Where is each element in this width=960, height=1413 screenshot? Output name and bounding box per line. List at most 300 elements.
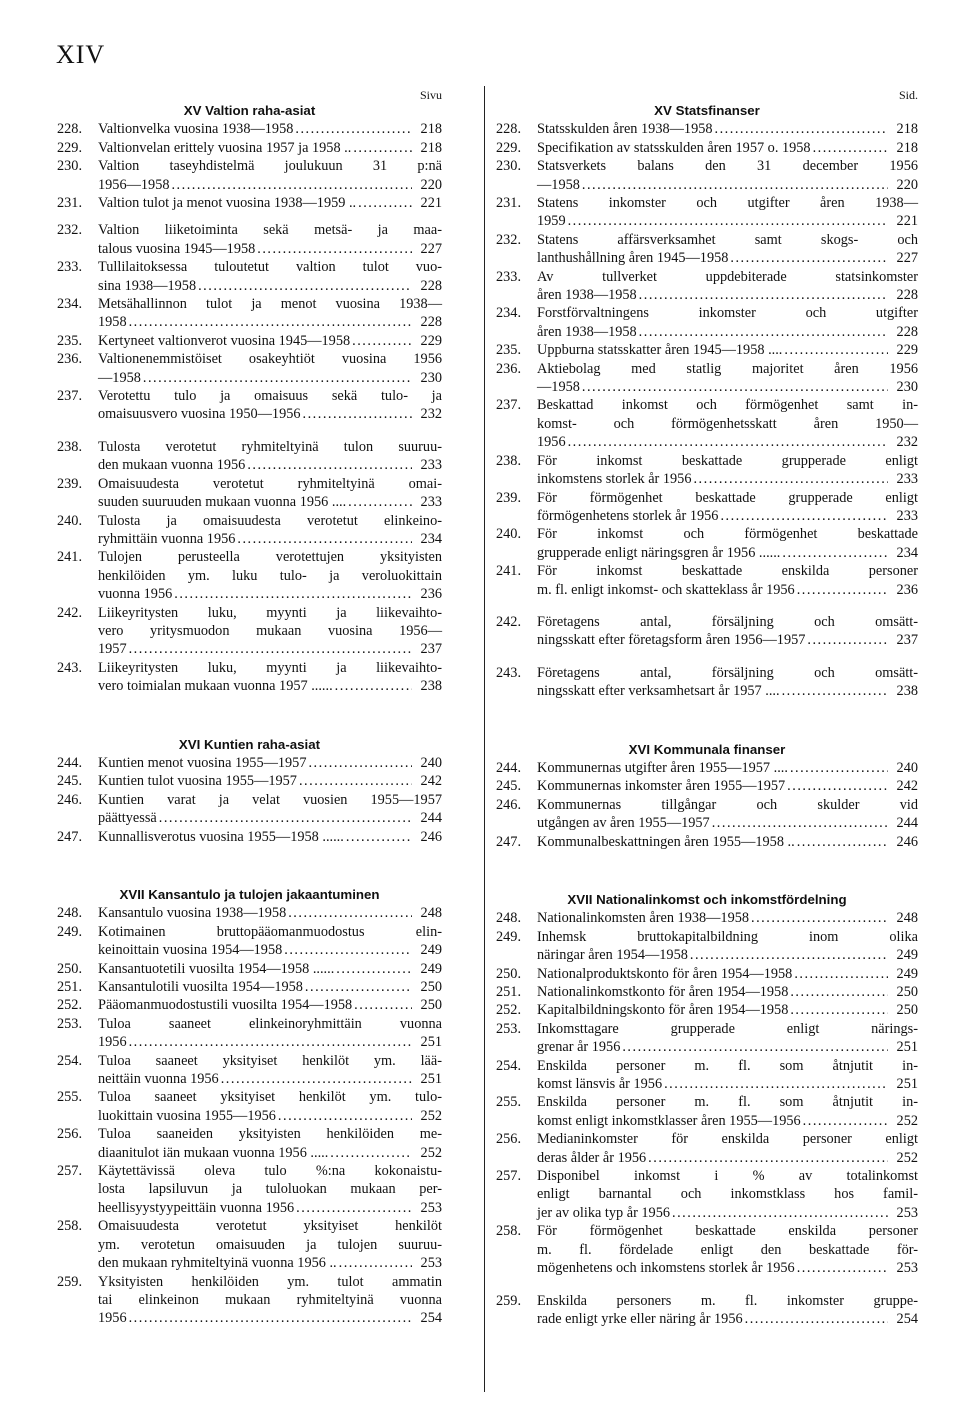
entry-number: 232. bbox=[57, 222, 83, 239]
entry-number: 247. bbox=[496, 833, 522, 850]
toc-entry bbox=[496, 1001, 918, 1019]
dot-leader bbox=[172, 585, 412, 603]
entry-page-number: 242 bbox=[420, 773, 442, 790]
toc-entry bbox=[57, 828, 442, 846]
entry-page-number: 233 bbox=[896, 507, 918, 524]
entry-text: den mukaan vuonna 1956 bbox=[98, 457, 246, 474]
entry-page-number: 234 bbox=[896, 544, 918, 561]
entry-line bbox=[537, 814, 918, 832]
entry-text: päättyessä bbox=[98, 810, 157, 827]
entry-line bbox=[537, 1185, 918, 1203]
entry-text: —1958 bbox=[98, 369, 141, 386]
entry-line bbox=[98, 1273, 442, 1291]
entry-text: heellisyystyypeittäin vuonna 1956 bbox=[98, 1199, 295, 1216]
entry-line bbox=[537, 525, 918, 543]
toc-section bbox=[496, 741, 918, 851]
dot-leader bbox=[350, 332, 412, 350]
entry-page-number: 244 bbox=[420, 810, 442, 827]
dot-leader bbox=[580, 176, 888, 194]
entry-line bbox=[537, 631, 918, 649]
toc-entry bbox=[57, 120, 442, 138]
toc-entry bbox=[57, 772, 442, 790]
entry-text: Omaisuudesta verotetut ryhmiteltyinä omai- bbox=[98, 475, 442, 492]
entry-line bbox=[537, 759, 918, 777]
entry-number: 252. bbox=[57, 997, 83, 1014]
entry-line bbox=[98, 1125, 442, 1143]
entry-page-number: 228 bbox=[420, 277, 442, 294]
entry-number: 251. bbox=[496, 984, 522, 1001]
entry-line bbox=[537, 1130, 918, 1148]
entry-page-number: 248 bbox=[420, 905, 442, 922]
entry-line bbox=[537, 1001, 918, 1019]
entry-number: 231. bbox=[496, 195, 522, 212]
entry-text: Metsähallinnon tulot ja menot vuosina 1938— bbox=[98, 296, 442, 313]
toc-entry bbox=[496, 452, 918, 489]
entry-number: 232. bbox=[496, 231, 522, 248]
entry-line bbox=[98, 941, 442, 959]
entry-text: Kotimainen bruttopääomanmuodostus elin- bbox=[98, 923, 442, 940]
entry-line bbox=[98, 791, 442, 809]
entry-text: mögenhetens och inkomstens storlek år 1956 bbox=[537, 1260, 795, 1277]
toc-entry bbox=[57, 996, 442, 1014]
entry-text: För inkomst beskattade grupperade enligt bbox=[537, 452, 918, 469]
entry-number: 240. bbox=[57, 512, 83, 529]
entry-text: Verotettu tulo ja omaisuus sekä tulo- ja bbox=[98, 388, 442, 405]
entry-line bbox=[98, 567, 442, 585]
entry-text: lanthushållning åren 1945—1958 bbox=[537, 250, 729, 267]
entry-text: suuden suuruuden mukaan vuonna 1956 .... bbox=[98, 494, 347, 511]
entry-text: Liikeyritysten luku, myynti ja liikevaihto- bbox=[98, 659, 442, 676]
entry-line bbox=[537, 833, 918, 851]
entry-number: 236. bbox=[496, 360, 522, 377]
entry-text: Kansantulo vuosina 1938—1958 bbox=[98, 905, 287, 922]
dot-leader bbox=[219, 1070, 412, 1088]
entry-page-number: 233 bbox=[896, 471, 918, 488]
entry-text: Omaisuudesta verotetut yksityiset henkilöt bbox=[98, 1218, 442, 1235]
entry-text: Inkomsttagare grupperade enligt närings- bbox=[537, 1020, 918, 1037]
entry-line bbox=[98, 904, 442, 922]
toc-entry bbox=[496, 1167, 918, 1222]
toc-entry bbox=[57, 332, 442, 350]
entry-page-number: 221 bbox=[420, 195, 442, 212]
entry-number: 231. bbox=[57, 195, 83, 212]
toc-entry bbox=[496, 759, 918, 777]
entry-page-number: 227 bbox=[896, 250, 918, 267]
entry-text: den mukaan ryhmiteltyinä vuonna 1956 .. bbox=[98, 1255, 337, 1272]
page-column-label: Sivu bbox=[419, 88, 442, 102]
entry-page-number: 246 bbox=[420, 828, 442, 845]
entry-page-number: 218 bbox=[420, 139, 442, 156]
toc-entry bbox=[496, 1057, 918, 1094]
dot-leader bbox=[127, 640, 412, 658]
entry-number: 258. bbox=[496, 1223, 522, 1240]
entry-text: Kapitalbildningskonto för åren 1954—1958 bbox=[537, 1002, 789, 1019]
entry-page-number: 250 bbox=[420, 979, 442, 996]
dot-leader bbox=[293, 120, 412, 138]
toc-entry bbox=[496, 777, 918, 795]
entry-text: Valtion taseyhdistelmä joulukuun 31 p:nä bbox=[98, 158, 442, 175]
entry-line bbox=[98, 1291, 442, 1309]
entry-line bbox=[98, 176, 442, 194]
entry-text: Pääomanmuodostustili vuosilta 1954—1958 bbox=[98, 997, 353, 1014]
entry-page-number: 228 bbox=[420, 314, 442, 331]
entry-line bbox=[537, 581, 918, 599]
toc-section bbox=[57, 886, 442, 1328]
toc-entry bbox=[496, 562, 918, 599]
dot-leader bbox=[235, 530, 412, 548]
entry-text: Enskilda personers m. fl. inkomster gruppe- bbox=[537, 1292, 918, 1309]
entry-line bbox=[98, 277, 442, 295]
entry-text: Företagens antal, försäljning och omsätt- bbox=[537, 613, 918, 630]
entry-page-number: 230 bbox=[420, 369, 442, 386]
entry-line bbox=[98, 1236, 442, 1254]
entry-text: vero toimialan mukaan vuonna 1957 ...... bbox=[98, 678, 333, 695]
entry-line bbox=[537, 1310, 918, 1328]
entry-line bbox=[537, 249, 918, 267]
toc-section bbox=[57, 736, 442, 846]
entry-line bbox=[537, 120, 918, 138]
entry-text: Tuloa saaneet yksityiset henkilöt ym. lää- bbox=[98, 1052, 442, 1069]
entry-text: Medianinkomster för enskilda personer enligt bbox=[537, 1131, 918, 1148]
toc-entry bbox=[57, 1052, 442, 1089]
entry-text: Kommunalbeskattningen åren 1955—1958 .. bbox=[537, 833, 795, 850]
entry-number: 243. bbox=[57, 659, 83, 676]
entry-text: grupperade enligt näringsgren år 1956 ...... bbox=[537, 544, 781, 561]
toc-entry bbox=[57, 475, 442, 512]
entry-page-number: 221 bbox=[896, 213, 918, 230]
dot-leader bbox=[352, 996, 412, 1014]
dot-leader bbox=[344, 828, 412, 846]
entry-page-number: 252 bbox=[420, 1144, 442, 1161]
entry-page-number: 218 bbox=[896, 121, 918, 138]
entry-page-number: 254 bbox=[420, 1310, 442, 1327]
entry-line bbox=[537, 965, 918, 983]
entry-page-number: 228 bbox=[896, 323, 918, 340]
dot-leader bbox=[795, 1259, 888, 1277]
entry-number: 250. bbox=[57, 960, 83, 977]
entry-text: Valtionvelan erittely vuosina 1957 ja 1958 .. bbox=[98, 139, 352, 156]
dot-leader bbox=[303, 978, 412, 996]
toc-entry bbox=[57, 904, 442, 922]
entry-text: förmögenhetens storlek år 1956 bbox=[537, 507, 719, 524]
entry-text: Enskilda personer m. fl. som åtnjutit in- bbox=[537, 1057, 918, 1074]
entry-text: losta lapsiluvun ja tuloluokan mukaan per- bbox=[98, 1181, 442, 1198]
entry-text: Kuntien tulot vuosina 1955—1957 bbox=[98, 773, 297, 790]
section-title: XVI Kuntien raha-asiat bbox=[178, 736, 321, 752]
entry-number: 259. bbox=[496, 1292, 522, 1309]
page-number: XIV bbox=[56, 40, 106, 69]
entry-text: komst länsvis år 1956 bbox=[537, 1076, 663, 1093]
entry-page-number: 244 bbox=[896, 815, 918, 832]
entry-page-number: 232 bbox=[896, 434, 918, 451]
toc-section bbox=[57, 102, 442, 696]
entry-page-number: 238 bbox=[896, 683, 918, 700]
entry-page-number: 236 bbox=[896, 581, 918, 598]
entry-line bbox=[98, 677, 442, 695]
entry-text: Statens inkomster och utgifter åren 1938— bbox=[537, 195, 918, 212]
toc-entry bbox=[57, 387, 442, 424]
dot-leader bbox=[637, 286, 888, 304]
entry-line bbox=[537, 323, 918, 341]
dot-leader bbox=[782, 341, 888, 359]
entry-text: Kommunernas utgifter åren 1955—1957 .... bbox=[537, 759, 788, 776]
toc-entry bbox=[57, 659, 442, 696]
entry-page-number: 249 bbox=[896, 965, 918, 982]
toc-entry bbox=[496, 928, 918, 965]
toc-entry bbox=[57, 1273, 442, 1328]
entry-text: diaanitulot iän mukaan vuonna 1956 ..... bbox=[98, 1144, 329, 1161]
dot-leader bbox=[356, 194, 412, 212]
entry-text: vuonna 1956 bbox=[98, 586, 173, 603]
entry-line bbox=[537, 909, 918, 927]
entry-line bbox=[98, 1033, 442, 1051]
entry-page-number: 229 bbox=[896, 342, 918, 359]
dot-leader bbox=[795, 833, 888, 851]
toc-entry bbox=[57, 923, 442, 960]
entry-text: För inkomst och förmögenhet beskattade bbox=[537, 526, 918, 543]
entry-number: 248. bbox=[57, 905, 83, 922]
entry-line bbox=[98, 772, 442, 790]
entry-text: åren 1938—1958 bbox=[537, 287, 637, 304]
entry-line bbox=[537, 268, 918, 286]
entry-number: 241. bbox=[57, 549, 83, 566]
dot-leader bbox=[788, 759, 888, 777]
entry-number: 253. bbox=[57, 1015, 83, 1032]
entry-line bbox=[98, 754, 442, 772]
entry-text: Kansantuotetili vuosilta 1954—1958 ...... bbox=[98, 960, 335, 977]
page-column-header bbox=[496, 86, 918, 102]
dot-leader bbox=[297, 772, 412, 790]
entry-page-number: 250 bbox=[896, 1002, 918, 1019]
entry-number: 245. bbox=[496, 778, 522, 795]
entry-line bbox=[98, 1162, 442, 1180]
toc-entry bbox=[57, 754, 442, 772]
entry-text: tai elinkeinon mukaan ryhmiteltyinä vuonna bbox=[98, 1291, 442, 1308]
entry-line bbox=[98, 456, 442, 474]
entry-line bbox=[537, 157, 918, 175]
dot-leader bbox=[795, 581, 888, 599]
entry-page-number: 220 bbox=[896, 176, 918, 193]
entry-line bbox=[98, 221, 442, 239]
entry-text: —1958 bbox=[537, 176, 580, 193]
entry-text: åren 1938—1958 bbox=[537, 323, 637, 340]
entry-line bbox=[98, 530, 442, 548]
entry-number: 230. bbox=[496, 158, 522, 175]
entry-number: 234. bbox=[57, 296, 83, 313]
entry-line bbox=[98, 438, 442, 456]
entry-line bbox=[537, 983, 918, 1001]
entry-text: Kansantulotili vuosilta 1954—1958 bbox=[98, 979, 303, 996]
entry-line bbox=[98, 978, 442, 996]
dot-leader bbox=[127, 1033, 412, 1051]
entry-line bbox=[98, 659, 442, 677]
entry-number: 242. bbox=[57, 604, 83, 621]
entry-page-number: 240 bbox=[896, 759, 918, 776]
entry-text: jer av olika typ år 1956 bbox=[537, 1204, 671, 1221]
entry-text: Tulojen perusteella verotettujen yksityisten bbox=[98, 549, 442, 566]
dot-leader bbox=[713, 120, 888, 138]
entry-text: Valtionenemmistöiset osakeyhtiöt vuosina 1956 bbox=[98, 351, 442, 368]
entry-number: 241. bbox=[496, 563, 522, 580]
entry-number: 254. bbox=[57, 1052, 83, 1069]
dot-leader bbox=[749, 909, 888, 927]
entry-number: 233. bbox=[496, 268, 522, 285]
entry-line bbox=[537, 1167, 918, 1185]
dot-leader bbox=[670, 1204, 888, 1222]
entry-page-number: 229 bbox=[420, 332, 442, 349]
toc-entry bbox=[57, 791, 442, 828]
entry-number: 237. bbox=[496, 397, 522, 414]
entry-text: Tulosta ja omaisuudesta verotetut elinkeino- bbox=[98, 512, 442, 529]
entry-line bbox=[98, 548, 442, 566]
entry-line bbox=[537, 304, 918, 322]
entry-line bbox=[98, 1107, 442, 1125]
entry-line bbox=[537, 562, 918, 580]
entry-text: Uppburna statsskatter åren 1945—1958 .... bbox=[537, 342, 783, 359]
toc-entry bbox=[496, 965, 918, 983]
entry-line bbox=[537, 1075, 918, 1093]
entry-number: 235. bbox=[57, 332, 83, 349]
toc-column-finnish bbox=[57, 86, 442, 1328]
entry-number: 255. bbox=[496, 1094, 522, 1111]
entry-number: 239. bbox=[57, 475, 83, 492]
entry-line bbox=[537, 1093, 918, 1111]
entry-page-number: 251 bbox=[420, 1071, 442, 1088]
dot-leader bbox=[157, 809, 412, 827]
entry-line bbox=[537, 544, 918, 562]
entry-text: Kunnallisverotus vuosina 1955—1958 ...... bbox=[98, 828, 344, 845]
entry-line bbox=[537, 1112, 918, 1130]
entry-text: Kommunernas tillgångar och skulder vid bbox=[537, 796, 918, 813]
toc-entry bbox=[496, 1130, 918, 1167]
entry-page-number: 252 bbox=[420, 1107, 442, 1124]
toc-entry bbox=[57, 960, 442, 978]
entry-text: Företagens antal, försäljning och omsätt- bbox=[537, 664, 918, 681]
entry-page-number: 218 bbox=[420, 121, 442, 138]
entry-line bbox=[537, 396, 918, 414]
entry-line bbox=[98, 923, 442, 941]
entry-page-number: 250 bbox=[896, 984, 918, 1001]
toc-entry bbox=[496, 1093, 918, 1130]
entry-text: 1956 bbox=[98, 1310, 127, 1327]
entry-number: 236. bbox=[57, 351, 83, 368]
entry-text: Kuntien menot vuosina 1955—1957 bbox=[98, 754, 307, 771]
dot-leader bbox=[780, 682, 888, 700]
section-title: XV Valtion raha-asiat bbox=[183, 103, 316, 118]
entry-text: Tuloa saaneiden yksityisten henkilöiden me- bbox=[98, 1126, 442, 1143]
entry-number: 259. bbox=[57, 1273, 83, 1290]
toc-entry bbox=[496, 489, 918, 526]
entry-page-number: 234 bbox=[420, 530, 442, 547]
entry-line bbox=[98, 1217, 442, 1235]
entry-number: 256. bbox=[57, 1126, 83, 1143]
entry-text: Statens affärsverksamhet samt skogs- och bbox=[537, 231, 918, 248]
entry-line bbox=[537, 489, 918, 507]
entry-line bbox=[98, 120, 442, 138]
dot-leader bbox=[196, 277, 412, 295]
toc-entry bbox=[496, 833, 918, 851]
entry-line bbox=[98, 258, 442, 276]
entry-number: 250. bbox=[496, 965, 522, 982]
toc-entry bbox=[496, 268, 918, 305]
entry-line bbox=[98, 1015, 442, 1033]
dot-leader bbox=[805, 631, 888, 649]
entry-line bbox=[537, 796, 918, 814]
entry-line bbox=[537, 664, 918, 682]
entry-line bbox=[98, 240, 442, 258]
dot-leader bbox=[566, 433, 888, 451]
entry-page-number: 248 bbox=[896, 910, 918, 927]
entry-text: Kuntien varat ja velat vuosien 1955—1957 bbox=[98, 791, 442, 808]
toc-entry bbox=[57, 1125, 442, 1162]
entry-line bbox=[98, 512, 442, 530]
entry-text: vero yritysmuodon mukaan vuosina 1956— bbox=[98, 622, 442, 639]
dot-leader bbox=[788, 983, 888, 1001]
dot-leader bbox=[245, 456, 412, 474]
entry-text: deras ålder år 1956 bbox=[537, 1149, 647, 1166]
toc-entry bbox=[57, 295, 442, 332]
entry-text: 1957 bbox=[98, 641, 127, 658]
entry-page-number: 249 bbox=[896, 947, 918, 964]
entry-text: m. fl. enligt inkomst- och skatteklass år 1956 bbox=[537, 581, 795, 598]
toc-entry bbox=[57, 1217, 442, 1272]
entry-line bbox=[537, 1020, 918, 1038]
entry-number: 242. bbox=[496, 613, 522, 630]
entry-line bbox=[537, 176, 918, 194]
entry-line bbox=[98, 313, 442, 331]
dot-leader bbox=[346, 493, 412, 511]
dot-leader bbox=[718, 507, 888, 525]
toc-entry bbox=[57, 512, 442, 549]
entry-number: 245. bbox=[57, 773, 83, 790]
entry-page-number: 220 bbox=[420, 176, 442, 193]
entry-line bbox=[98, 622, 442, 640]
page-column-header bbox=[57, 86, 442, 102]
entry-page-number: 232 bbox=[420, 406, 442, 423]
entry-text: rade enligt yrke eller näring år 1956 bbox=[537, 1310, 743, 1327]
entry-line bbox=[98, 809, 442, 827]
entry-line bbox=[98, 1070, 442, 1088]
entry-page-number: 242 bbox=[896, 778, 918, 795]
entry-number: 246. bbox=[496, 796, 522, 813]
entry-text: 1956 bbox=[98, 1034, 127, 1051]
toc-entry bbox=[57, 221, 442, 258]
dot-leader bbox=[801, 1112, 888, 1130]
dot-leader bbox=[710, 814, 888, 832]
entry-number: 243. bbox=[496, 664, 522, 681]
toc-entry bbox=[496, 1222, 918, 1277]
entry-line bbox=[537, 1241, 918, 1259]
entry-number: 238. bbox=[496, 452, 522, 469]
entry-line bbox=[98, 1052, 442, 1070]
toc-entry bbox=[496, 983, 918, 1001]
entry-text: Nationalinkomsten åren 1938—1958 bbox=[537, 910, 750, 927]
dot-leader bbox=[620, 1038, 888, 1056]
entry-number: 254. bbox=[496, 1057, 522, 1074]
entry-page-number: 237 bbox=[896, 632, 918, 649]
entry-line bbox=[98, 585, 442, 603]
entry-text: Tuloa saaneet yksityiset henkilöt ym. tulo- bbox=[98, 1089, 442, 1106]
entry-page-number: 218 bbox=[896, 139, 918, 156]
entry-text: Tullilaitoksessa tuloutetut valtion tulot vuo- bbox=[98, 259, 442, 276]
entry-text: Enskilda personer m. fl. som åtnjutit in- bbox=[537, 1094, 918, 1111]
dot-leader bbox=[333, 677, 412, 695]
entry-text: grenar år 1956 bbox=[537, 1039, 621, 1056]
entry-page-number: 230 bbox=[896, 379, 918, 396]
dot-leader bbox=[351, 139, 412, 157]
entry-number: 246. bbox=[57, 791, 83, 808]
entry-text: Tuloa saaneet elinkeinoryhmittäin vuonna bbox=[98, 1015, 442, 1032]
